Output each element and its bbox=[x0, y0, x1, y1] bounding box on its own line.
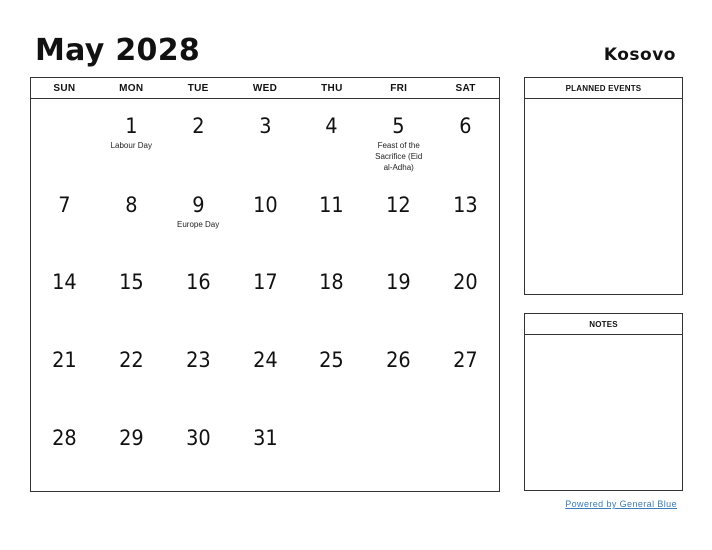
holiday-label: Europe Day bbox=[177, 220, 220, 229]
day-cell bbox=[165, 255, 232, 333]
notes-header: NOTES bbox=[525, 314, 682, 335]
day-cell bbox=[298, 178, 365, 255]
planned-events-panel bbox=[524, 77, 683, 295]
day-number: 9 bbox=[191, 193, 205, 217]
weekday-wed: WED bbox=[252, 83, 278, 94]
day-cell bbox=[232, 333, 299, 411]
day-number bbox=[435, 411, 496, 426]
day-cell bbox=[98, 255, 165, 333]
day-cell bbox=[98, 333, 165, 411]
day-cell bbox=[165, 178, 232, 255]
day-number: 25 bbox=[319, 348, 345, 372]
powered-by-link[interactable]: Powered by General Blue bbox=[565, 499, 677, 509]
weekday-mon: MON bbox=[119, 83, 144, 94]
day-number: 24 bbox=[252, 348, 278, 372]
day-number: 15 bbox=[118, 270, 144, 294]
day-cell bbox=[432, 411, 499, 491]
day-number bbox=[301, 411, 363, 426]
day-cell bbox=[232, 178, 299, 255]
day-number: 4 bbox=[325, 114, 338, 138]
day-number: 13 bbox=[453, 193, 478, 217]
planned-events-header: PLANNED EVENTS bbox=[525, 78, 682, 99]
day-cell bbox=[31, 178, 98, 255]
day-cell bbox=[365, 99, 432, 178]
day-number: 6 bbox=[459, 114, 472, 138]
day-number: 22 bbox=[118, 348, 144, 372]
day-cell bbox=[298, 333, 365, 411]
day-cell bbox=[98, 411, 165, 491]
weekday-fri: FRI bbox=[390, 83, 408, 94]
month-title: May 2028 bbox=[35, 33, 201, 68]
day-number: 23 bbox=[185, 348, 211, 372]
day-number: 26 bbox=[386, 348, 412, 372]
day-cell bbox=[432, 99, 499, 178]
weekday-tue: TUE bbox=[187, 83, 209, 94]
day-number: 29 bbox=[118, 426, 144, 450]
day-cell bbox=[31, 99, 98, 178]
day-cell bbox=[165, 99, 232, 178]
day-cell bbox=[365, 255, 432, 333]
day-cell bbox=[165, 333, 232, 411]
day-cell bbox=[232, 99, 299, 178]
day-cell bbox=[365, 411, 432, 491]
day-cells bbox=[31, 99, 499, 491]
day-number bbox=[368, 411, 430, 426]
notes-panel bbox=[524, 313, 683, 491]
day-number: 16 bbox=[185, 270, 211, 294]
day-number: 19 bbox=[386, 270, 412, 294]
day-number: 5 bbox=[392, 114, 405, 138]
day-number: 11 bbox=[319, 193, 345, 217]
day-number: 8 bbox=[125, 193, 138, 217]
day-cell bbox=[31, 255, 98, 333]
day-cell bbox=[432, 178, 499, 255]
day-number: 2 bbox=[191, 114, 205, 138]
holiday-label: Labour Day bbox=[110, 141, 152, 150]
day-cell bbox=[31, 411, 98, 491]
weekday-thu: THU bbox=[321, 83, 343, 94]
country-label: Kosovo bbox=[603, 45, 676, 65]
day-cell bbox=[365, 178, 432, 255]
day-cell bbox=[298, 99, 365, 178]
day-cell bbox=[298, 411, 365, 491]
day-number: 31 bbox=[252, 426, 278, 450]
day-cell bbox=[98, 178, 165, 255]
day-number: 20 bbox=[453, 270, 478, 294]
day-cell bbox=[31, 333, 98, 411]
day-cell bbox=[432, 255, 499, 333]
day-cell bbox=[98, 99, 165, 178]
day-number bbox=[34, 99, 95, 114]
day-number: 12 bbox=[386, 193, 412, 217]
day-number: 14 bbox=[52, 270, 77, 294]
day-number: 27 bbox=[453, 348, 478, 372]
weekday-sun: SUN bbox=[53, 83, 76, 94]
day-number: 30 bbox=[185, 426, 211, 450]
day-cell bbox=[232, 411, 299, 491]
day-cell bbox=[365, 333, 432, 411]
day-cell bbox=[298, 255, 365, 333]
day-number: 10 bbox=[252, 193, 278, 217]
day-number: 1 bbox=[125, 114, 138, 138]
day-number: 28 bbox=[52, 426, 77, 450]
weekday-header-row bbox=[31, 78, 499, 99]
day-number: 18 bbox=[319, 270, 345, 294]
day-cell bbox=[165, 411, 232, 491]
day-number: 7 bbox=[58, 193, 71, 217]
day-number: 17 bbox=[252, 270, 278, 294]
day-cell bbox=[232, 255, 299, 333]
day-number: 3 bbox=[258, 114, 272, 138]
day-cell bbox=[432, 333, 499, 411]
weekday-sat: SAT bbox=[455, 83, 476, 94]
calendar-grid bbox=[30, 77, 500, 492]
day-number: 21 bbox=[52, 348, 77, 372]
holiday-label: Feast of the Sacrifice (Eid al-Adha) bbox=[375, 141, 423, 172]
